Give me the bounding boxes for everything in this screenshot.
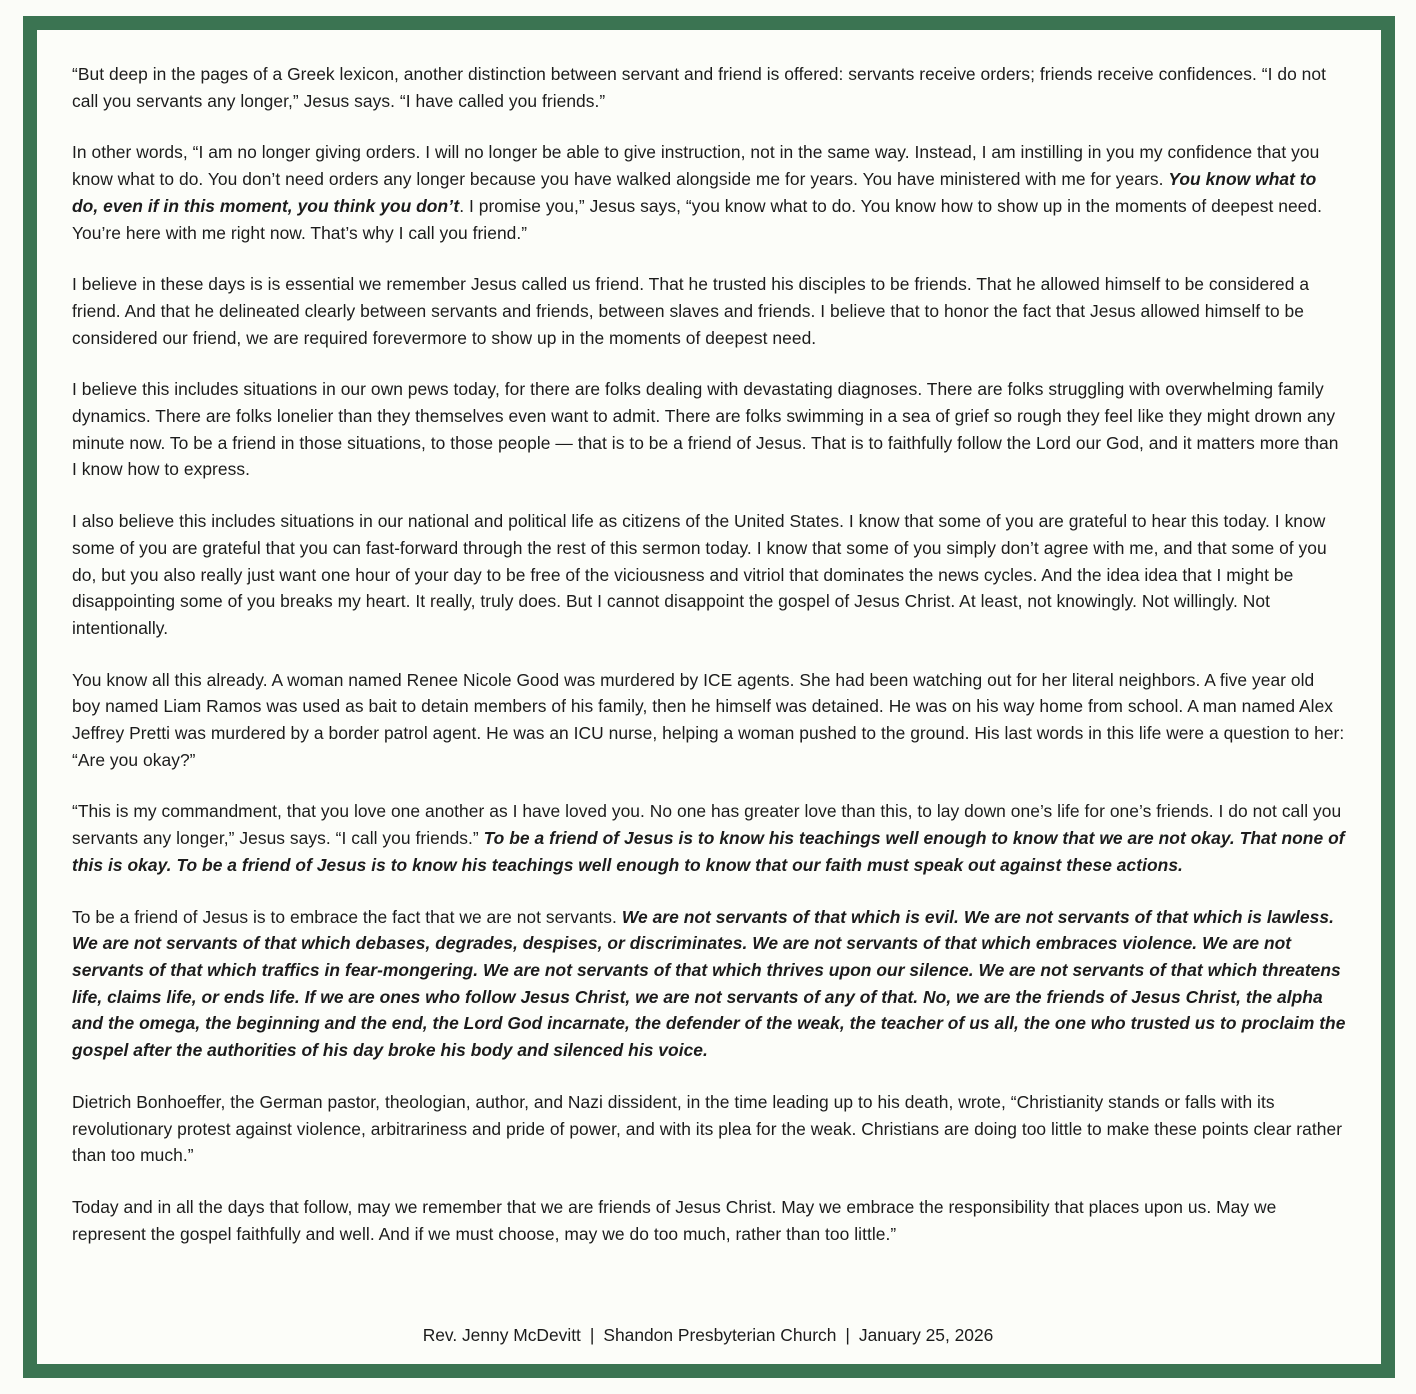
sermon-date: January 25, 2026	[858, 1325, 994, 1345]
paragraph	[72, 139, 1347, 246]
paragraph	[72, 508, 1347, 642]
text-run: In other words, “I am no longer giving orders. I will no longer be able to give instruction, not in the same way. Instead, I am instilling in you my confidence that you know what to do. You don’t need orders any longer because you have walked alongside me for years. You have ministered with me for years.	[72, 142, 1320, 190]
emphasized-text: We are not servants of that which is evil. We are not servants of that which is lawless. We are not servants of that which debases, degrades, despises, or discriminates. We are not servants of that which embraces violence. We are not servants of that which traffics in fear-mongering. We are not servants of that which thrives upon our silence. We are not servants of that which threatens life, claims life, or ends life. If we are ones who follow Jesus Christ, we are not servants of any of that. No, we are the friends of Jesus Christ, the alpha and the omega, the beginning and the end, the Lord God incarnate, the defender of the weak, the teacher of us all, the one who trusted us to proclaim the gospel after the authorities of his day broke his body and silenced his voice.	[72, 906, 1346, 1061]
paragraph	[72, 1194, 1347, 1247]
separator: |	[845, 1325, 850, 1345]
text-run: To be a friend of Jesus is to embrace the fact that we are not servants.	[72, 906, 622, 927]
text-run: I also believe this includes situations in our national and political life as citizens of the United States. I know that some of you are grateful to hear this today. I know some of you are grateful that you can fast-forward through the rest of this sermon today. I know that some of you simply don’t agree with me, and that some of you do, but you also really just want one hour of your day to be free of the viciousness and vitriol that dominates the news cycles. And the idea idea that I might be disappointing some of you breaks my heart. It really, truly does. But I cannot disappoint the gospel of Jesus Christ. At least, not knowingly. Not willingly. Not intentionally.	[72, 511, 1327, 638]
paragraph	[72, 61, 1347, 114]
emphasized-text: You know what to do, even if in this moment, you think you don’t	[72, 169, 1317, 216]
paragraph	[72, 1089, 1347, 1169]
text-run: I believe in these days is is essential we remember Jesus called us friend. That he trusted his disciples to be friends. That he allowed himself to be considered a friend. And that he delineated clearly between servants and friends, between slaves and friends. I believe that to honor the fact that Jesus allowed himself to be considered our friend, we are required forevermore to show up in the moments of deepest need.	[72, 274, 1310, 348]
text-run: Today and in all the days that follow, may we remember that we are friends of Jesus Christ. May we embrace the responsibility that places upon us. May we represent the gospel faithfully and well. And if we must choose, may we do too much, rather than too little.”	[72, 1196, 1277, 1244]
text-run: . I promise you,” Jesus says, “you know what to do. You know how to show up in the moments of deepest need. You’re here with me right now. That’s why I call you friend.”	[72, 195, 1322, 243]
signature-line	[0, 1322, 1416, 1348]
text-run: Dietrich Bonhoeffer, the German pastor, theologian, author, and Nazi dissident, in the time leading up to his death, wrote, “Christianity stands or falls with its revolutionary protest against violence, arbitrariness and pride of power, and with its plea for the weak. Christians are doing too little to make these points clear rather than too much.”	[72, 1091, 1343, 1166]
text-run: You know all this already. A woman named Renee Nicole Good was murdered by ICE agents. She had been watching out for her literal neighbors. A five year old boy named Liam Ramos was used as bait to detain members of his family, then he himself was detained. He was on his way home from school. A man named Alex Jeffrey Pretti was murdered by a border patrol agent. He was an ICU nurse, helping a woman pushed to the ground. His last words in this life were a question to her: “Are you okay?”	[72, 669, 1345, 770]
author-name: Rev. Jenny McDevitt	[422, 1325, 581, 1345]
church-name: Shandon Presbyterian Church	[603, 1325, 837, 1345]
paragraph	[72, 904, 1347, 1064]
text-run: I believe this includes situations in our own pews today, for there are folks dealing with devastating diagnoses. There are folks struggling with overwhelming family dynamics. There are folks lonelier than they themselves even want to admit. There are folks swimming in a sea of grief so rough they feel like they might drown any minute now. To be a friend in those situations, to those people — that is to be a friend of Jesus. That is to faithfully follow the Lord our God, and it matters more than I know how to express.	[72, 379, 1339, 480]
paragraph	[72, 271, 1347, 351]
paragraph	[72, 798, 1347, 878]
separator: |	[589, 1325, 595, 1345]
sermon-text-body	[72, 61, 1347, 1272]
paragraph	[72, 376, 1347, 483]
paragraph	[72, 667, 1347, 774]
text-run: “This is my commandment, that you love one another as I have loved you. No one has greater love than this, to lay down one’s life for one’s friends. I do not call you servants any longer,” Jesus says. “I call you friends.”	[72, 801, 1342, 849]
text-run: “But deep in the pages of a Greek lexicon, another distinction between servant and friend is offered: servants receive orders; friends receive confidences. “I do not call you servants any longer,” Jesus says. “I have called you friends.”	[72, 64, 1326, 111]
emphasized-text: To be a friend of Jesus is to know his teachings well enough to know that we are not okay. That none of this is okay. To be a friend of Jesus is to know his teachings well enough to know that our faith must speak out against these actions.	[72, 828, 1345, 875]
